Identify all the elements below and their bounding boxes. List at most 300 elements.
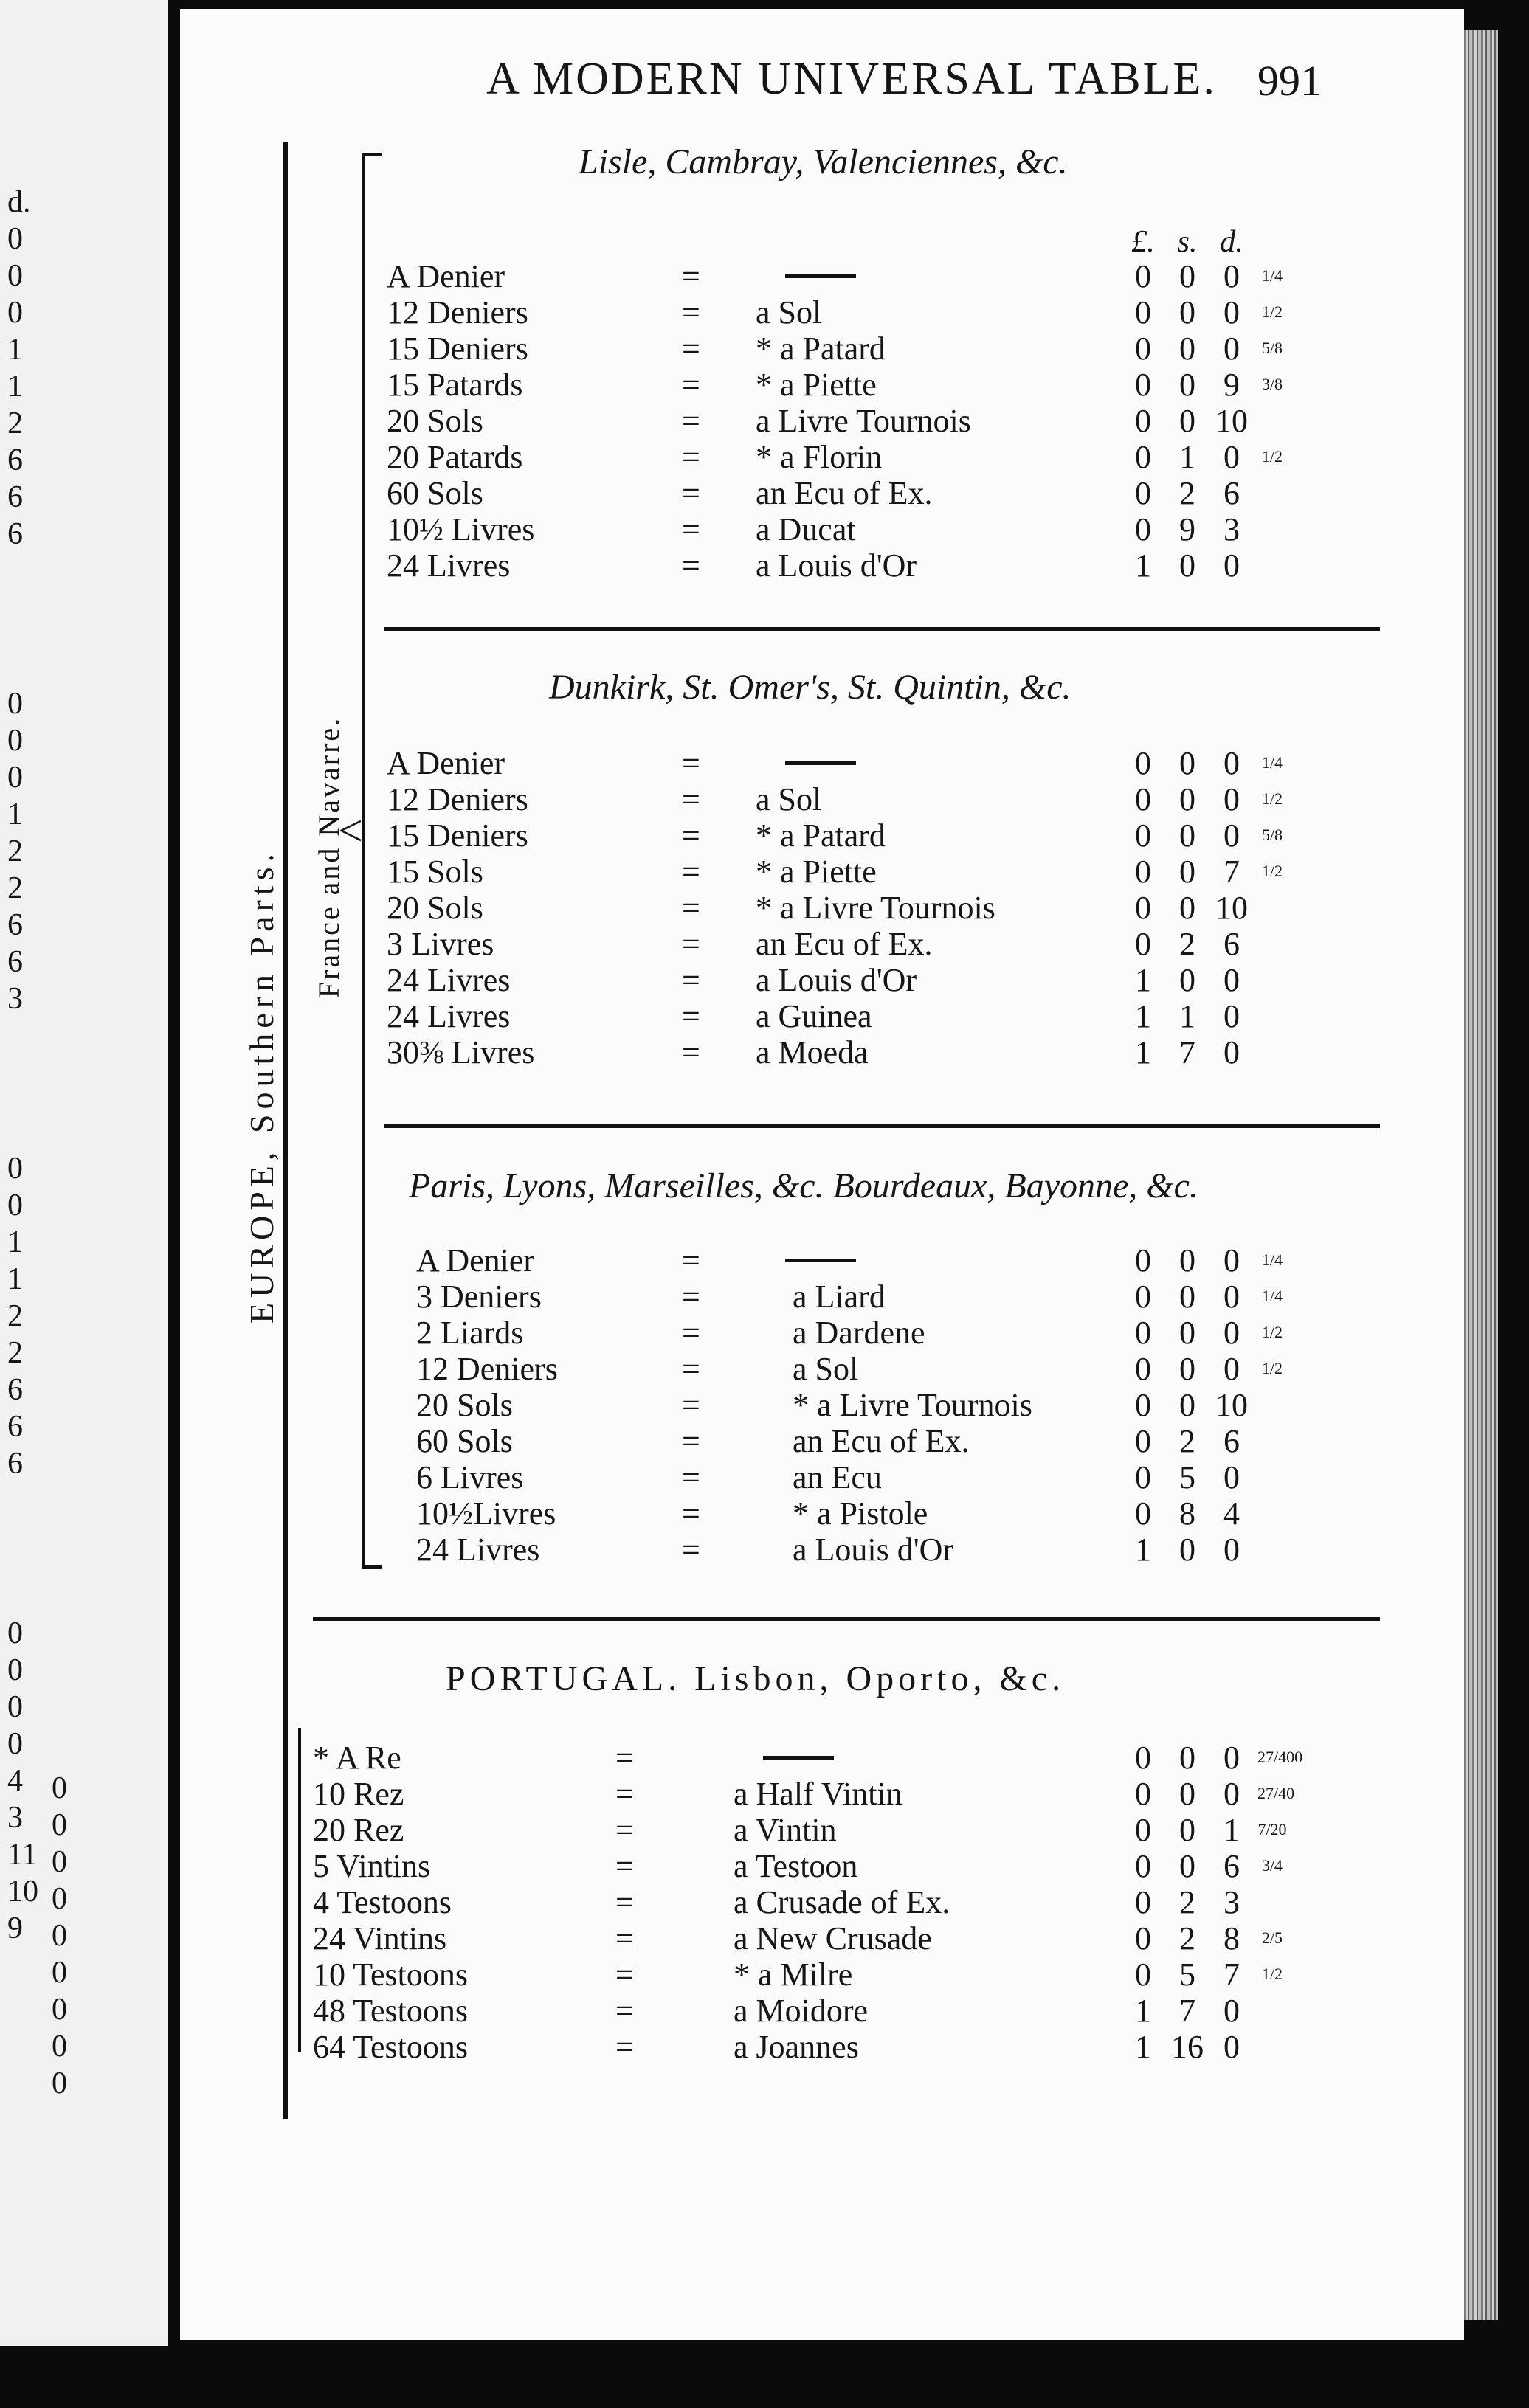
quantity-cell: 24 Livres: [416, 1532, 540, 1568]
pounds-cell: 0: [1135, 781, 1151, 817]
pounds-cell: 0: [1135, 475, 1151, 511]
coin-name-cell: a Ducat: [756, 511, 856, 547]
equals-sign: =: [615, 1920, 634, 1957]
equals-sign: =: [615, 1993, 634, 2029]
coin-name-cell: * a Patard: [756, 331, 886, 367]
quantity-cell: 12 Deniers: [416, 1351, 558, 1387]
pounds-cell: 0: [1135, 854, 1151, 890]
shillings-cell: 0: [1179, 547, 1195, 584]
section-heading: Dunkirk, St. Omer's, St. Quintin, &c.: [549, 668, 1071, 707]
quantity-cell: 3 Livres: [387, 926, 494, 962]
table-row: [180, 1848, 1435, 1885]
pounds-cell: 0: [1135, 403, 1151, 439]
left-page-value: 3: [7, 1801, 23, 1835]
equals-sign: =: [615, 1740, 634, 1776]
side-label-europe: EUROPE, Southern Parts.: [243, 848, 280, 1324]
fraction-cell: 3/8: [1261, 375, 1283, 393]
fraction-cell: 5/8: [1261, 339, 1283, 357]
section-heading: Paris, Lyons, Marseilles, &c. Bourdeaux, Bayonne, &c.: [409, 1166, 1198, 1205]
equals-sign: =: [615, 1812, 634, 1848]
left-page-value: 0: [7, 761, 23, 795]
pence-cell: 0: [1223, 1242, 1240, 1279]
left-page-value: 0: [7, 1727, 23, 1761]
shillings-cell: 2: [1179, 1920, 1195, 1957]
table-row: [180, 1034, 1435, 1071]
pence-cell: 10: [1215, 890, 1248, 926]
coin-name-cell: a Sol: [756, 781, 822, 817]
fraction-cell: 1/2: [1261, 1965, 1283, 1983]
pounds-cell: 0: [1135, 1848, 1151, 1884]
table-row: [180, 926, 1435, 963]
table-row: [180, 439, 1435, 476]
coin-name-cell: * a Livre Tournois: [756, 890, 995, 926]
pence-cell: 0: [1223, 1315, 1240, 1351]
pence-cell: 0: [1223, 781, 1240, 817]
table-row: [180, 998, 1435, 1035]
section-divider: [384, 1124, 1380, 1128]
left-page-value: 6: [7, 908, 23, 942]
pounds-cell: 0: [1135, 890, 1151, 926]
table-row: [180, 1776, 1435, 1813]
pence-header: d.: [1220, 225, 1243, 259]
table-row: [180, 1920, 1435, 1957]
pence-cell: 10: [1215, 1387, 1248, 1423]
left-page-value: 0: [7, 259, 23, 293]
shillings-cell: 16: [1171, 2029, 1204, 2065]
quantity-cell: 24 Livres: [387, 998, 511, 1034]
pounds-cell: 0: [1135, 926, 1151, 962]
empty-value-dash: [763, 1756, 834, 1760]
fraction-cell: 27/400: [1257, 1748, 1303, 1766]
left-page-value: 2: [7, 1299, 23, 1333]
left-page-value: 0: [7, 1653, 23, 1687]
quantity-cell: 24 Livres: [387, 962, 511, 998]
left-page-value: 1: [7, 1262, 23, 1296]
shillings-cell: 0: [1179, 854, 1195, 890]
quantity-cell: 60 Sols: [387, 475, 483, 511]
pounds-cell: 0: [1135, 1459, 1151, 1495]
pence-cell: 0: [1223, 258, 1240, 294]
section-divider: [384, 627, 1380, 631]
pounds-cell: 1: [1135, 962, 1151, 998]
equals-sign: =: [682, 1459, 700, 1495]
quantity-cell: A Denier: [416, 1242, 535, 1279]
fraction-cell: 1/4: [1261, 266, 1283, 285]
coin-name-cell: a Half Vintin: [734, 1776, 902, 1812]
brace-point: <: [338, 806, 363, 855]
coin-name-cell: a New Crusade: [734, 1920, 932, 1957]
shillings-cell: 0: [1179, 403, 1195, 439]
coin-name-cell: a Moeda: [756, 1034, 869, 1070]
left-page-value: 0: [7, 296, 23, 330]
left-page-value: 1: [7, 370, 23, 404]
quantity-cell: 30⅜ Livres: [387, 1034, 535, 1070]
table-row: [180, 2029, 1435, 2066]
quantity-cell: 15 Deniers: [387, 817, 528, 854]
section-heading: Lisle, Cambray, Valenciennes, &c.: [579, 142, 1068, 181]
left-page-value: 0: [52, 1845, 67, 1879]
left-page-value: 10: [7, 1875, 38, 1909]
quantity-cell: 24 Livres: [387, 547, 511, 584]
pence-cell: 0: [1223, 331, 1240, 367]
table-row: [180, 403, 1435, 440]
pounds-cell: 0: [1135, 367, 1151, 403]
equals-sign: =: [682, 817, 700, 854]
pounds-cell: 0: [1135, 1315, 1151, 1351]
fraction-cell: 1/2: [1261, 447, 1283, 466]
pence-cell: 0: [1223, 1993, 1240, 2029]
pence-cell: 0: [1223, 1351, 1240, 1387]
coin-name-cell: * a Livre Tournois: [793, 1387, 1032, 1423]
pence-cell: 0: [1223, 745, 1240, 781]
fraction-cell: 1/2: [1261, 302, 1283, 321]
fraction-cell: 1/4: [1261, 1250, 1283, 1269]
pounds-cell: 0: [1135, 1387, 1151, 1423]
quantity-cell: 64 Testoons: [313, 2029, 469, 2065]
left-page-value: 0: [52, 1993, 67, 2027]
table-row: [180, 1812, 1435, 1849]
fraction-cell: 5/8: [1261, 826, 1283, 844]
quantity-cell: 10½Livres: [416, 1495, 556, 1532]
table-row: [180, 1315, 1435, 1352]
left-page-value: 0: [7, 1690, 23, 1724]
equals-sign: =: [682, 998, 700, 1034]
pence-cell: 8: [1223, 1920, 1240, 1957]
pounds-cell: 0: [1135, 1957, 1151, 1993]
inner-bracket-top: [362, 153, 382, 156]
shillings-cell: 0: [1179, 1848, 1195, 1884]
empty-value-dash: [785, 761, 856, 765]
left-page-value: 6: [7, 1410, 23, 1444]
equals-sign: =: [682, 854, 700, 890]
coin-name-cell: an Ecu of Ex.: [756, 475, 933, 511]
equals-sign: =: [682, 1532, 700, 1568]
left-page-value: 1: [7, 1225, 23, 1259]
coin-name-cell: an Ecu: [793, 1459, 882, 1495]
pence-cell: 0: [1223, 439, 1240, 475]
table-row: [180, 367, 1435, 404]
shillings-cell: 0: [1179, 1279, 1195, 1315]
shillings-cell: 0: [1179, 890, 1195, 926]
equals-sign: =: [682, 962, 700, 998]
equals-sign: =: [682, 1351, 700, 1387]
shillings-cell: 0: [1179, 1812, 1195, 1848]
equals-sign: =: [682, 781, 700, 817]
pence-cell: 7: [1223, 1957, 1240, 1993]
quantity-cell: 48 Testoons: [313, 1993, 469, 2029]
coin-name-cell: a Louis d'Or: [793, 1532, 954, 1568]
left-page-value: 0: [52, 1771, 67, 1805]
pounds-cell: 1: [1135, 1532, 1151, 1568]
shillings-cell: 0: [1179, 1740, 1195, 1776]
table-row: [180, 1532, 1435, 1568]
pounds-cell: 0: [1135, 1242, 1151, 1279]
left-page-value: 0: [7, 1152, 23, 1186]
coin-name-cell: an Ecu of Ex.: [793, 1423, 970, 1459]
pence-cell: 0: [1223, 547, 1240, 584]
shillings-cell: 2: [1179, 926, 1195, 962]
coin-name-cell: a Joannes: [734, 2029, 859, 2065]
pounds-cell: 0: [1135, 1495, 1151, 1532]
equals-sign: =: [682, 1387, 700, 1423]
empty-value-dash: [785, 1259, 856, 1262]
table-row: [180, 781, 1435, 818]
quantity-cell: 20 Patards: [387, 439, 523, 475]
coin-name-cell: a Testoon: [734, 1848, 858, 1884]
shillings-cell: 2: [1179, 1423, 1195, 1459]
pounds-cell: 0: [1135, 1351, 1151, 1387]
pence-cell: 0: [1223, 1740, 1240, 1776]
fraction-cell: 1/2: [1261, 789, 1283, 808]
pounds-cell: 0: [1135, 1740, 1151, 1776]
coin-name-cell: * a Florin: [756, 439, 883, 475]
left-page-value: 0: [7, 1189, 23, 1222]
left-page-value: 2: [7, 834, 23, 868]
pence-cell: 0: [1223, 998, 1240, 1034]
book-page: [180, 9, 1464, 2340]
quantity-cell: 24 Vintins: [313, 1920, 447, 1957]
table-row: [180, 547, 1435, 584]
equals-sign: =: [615, 2029, 634, 2065]
page-number: 991: [1257, 57, 1322, 105]
left-page-value: 1: [7, 798, 23, 831]
pounds-cell: 0: [1135, 1884, 1151, 1920]
quantity-cell: 12 Deniers: [387, 781, 528, 817]
shillings-cell: 7: [1179, 1993, 1195, 2029]
empty-value-dash: [785, 274, 856, 278]
shillings-cell: 7: [1179, 1034, 1195, 1070]
shillings-cell: 0: [1179, 745, 1195, 781]
shillings-cell: 0: [1179, 1387, 1195, 1423]
fraction-cell: 27/40: [1257, 1784, 1295, 1802]
quantity-cell: 5 Vintins: [313, 1848, 431, 1884]
shillings-cell: 0: [1179, 258, 1195, 294]
coin-name-cell: a Vintin: [734, 1812, 837, 1848]
pence-cell: 0: [1223, 1459, 1240, 1495]
shillings-cell: 9: [1179, 511, 1195, 547]
fraction-cell: 1/2: [1261, 1323, 1283, 1341]
pounds-cell: 0: [1135, 817, 1151, 854]
equals-sign: =: [615, 1884, 634, 1920]
equals-sign: =: [682, 258, 700, 294]
quantity-cell: 2 Liards: [416, 1315, 524, 1351]
coin-name-cell: * a Milre: [734, 1957, 853, 1993]
table-row: [180, 1957, 1435, 1993]
quantity-cell: 60 Sols: [416, 1423, 513, 1459]
quantity-cell: 20 Sols: [387, 890, 483, 926]
shillings-cell: 0: [1179, 781, 1195, 817]
table-row: [180, 854, 1435, 890]
shillings-header: s.: [1177, 225, 1198, 259]
quantity-cell: 20 Sols: [387, 403, 483, 439]
shillings-cell: 0: [1179, 817, 1195, 854]
pounds-cell: 0: [1135, 1279, 1151, 1315]
pence-cell: 6: [1223, 475, 1240, 511]
equals-sign: =: [682, 890, 700, 926]
equals-sign: =: [682, 367, 700, 403]
quantity-cell: A Denier: [387, 745, 505, 781]
coin-name-cell: a Livre Tournois: [756, 403, 971, 439]
left-page-value: 2: [7, 871, 23, 905]
quantity-cell: 4 Testoons: [313, 1884, 452, 1920]
pounds-cell: 0: [1135, 1776, 1151, 1812]
pence-cell: 0: [1223, 294, 1240, 331]
left-page-value: 0: [7, 724, 23, 758]
left-page-value: 11: [7, 1838, 38, 1872]
quantity-cell: 10½ Livres: [387, 511, 535, 547]
equals-sign: =: [682, 926, 700, 962]
left-page-value: 6: [7, 517, 23, 551]
shillings-cell: 0: [1179, 294, 1195, 331]
table-row: [180, 475, 1435, 512]
coin-name-cell: * a Pistole: [793, 1495, 928, 1532]
pounds-cell: 0: [1135, 745, 1151, 781]
coin-name-cell: a Sol: [756, 294, 822, 331]
left-page-value: 6: [7, 1447, 23, 1481]
coin-name-cell: * a Piette: [756, 854, 877, 890]
section-divider: [313, 1617, 1380, 1621]
coin-name-cell: * a Piette: [756, 367, 877, 403]
shillings-cell: 1: [1179, 439, 1195, 475]
fraction-cell: 1/4: [1261, 1287, 1283, 1305]
table-row: [180, 1993, 1435, 2030]
pounds-cell: 0: [1135, 1812, 1151, 1848]
table-row: [180, 258, 1435, 295]
left-page-value: 6: [7, 443, 23, 477]
equals-sign: =: [682, 1279, 700, 1315]
pence-cell: 9: [1223, 367, 1240, 403]
pence-cell: 0: [1223, 1532, 1240, 1568]
quantity-cell: 12 Deniers: [387, 294, 528, 331]
left-page-value: 0: [52, 1956, 67, 1990]
left-page-value: 0: [52, 1882, 67, 1916]
pence-cell: 6: [1223, 1423, 1240, 1459]
quantity-cell: A Denier: [387, 258, 505, 294]
equals-sign: =: [682, 1242, 700, 1279]
pounds-cell: 0: [1135, 331, 1151, 367]
table-row: [180, 1423, 1435, 1460]
table-row: [180, 1242, 1435, 1279]
shillings-cell: 2: [1179, 1884, 1195, 1920]
left-page-value: 1: [7, 333, 23, 367]
pounds-cell: 0: [1135, 511, 1151, 547]
fraction-cell: 1/2: [1261, 1359, 1283, 1377]
quantity-cell: * A Re: [313, 1740, 401, 1776]
coin-name-cell: a Moidore: [734, 1993, 869, 2029]
pence-cell: 7: [1223, 854, 1240, 890]
fraction-cell: 2/5: [1261, 1928, 1283, 1947]
coin-name-cell: an Ecu of Ex.: [756, 926, 933, 962]
pounds-cell: 0: [1135, 1423, 1151, 1459]
table-row: [180, 1495, 1435, 1532]
equals-sign: =: [615, 1848, 634, 1884]
pence-cell: 0: [1223, 1776, 1240, 1812]
table-row: [180, 294, 1435, 331]
running-head: A MODERN UNIVERSAL TABLE.: [486, 54, 1217, 104]
pence-cell: 6: [1223, 926, 1240, 962]
left-page-value: 0: [52, 1919, 67, 1953]
left-page-value: 4: [7, 1764, 23, 1798]
coin-name-cell: a Louis d'Or: [756, 547, 917, 584]
quantity-cell: 10 Rez: [313, 1776, 404, 1812]
table-row: [180, 1279, 1435, 1315]
equals-sign: =: [615, 1776, 634, 1812]
table-row: [180, 890, 1435, 927]
shillings-cell: 5: [1179, 1459, 1195, 1495]
pounds-cell: 0: [1135, 294, 1151, 331]
fraction-cell: 7/20: [1257, 1820, 1287, 1838]
left-page-value: 2: [7, 406, 23, 440]
adjacent-left-page: [0, 0, 168, 2346]
shillings-cell: 0: [1179, 367, 1195, 403]
table-row: [180, 962, 1435, 999]
table-row: [180, 511, 1435, 548]
table-row: [180, 745, 1435, 782]
equals-sign: =: [682, 294, 700, 331]
shillings-cell: 0: [1179, 331, 1195, 367]
table-row: [180, 1459, 1435, 1496]
table-row: [180, 1351, 1435, 1388]
pence-cell: 0: [1223, 1279, 1240, 1315]
left-page-value: 0: [52, 1808, 67, 1842]
pounds-cell: 1: [1135, 2029, 1151, 2065]
equals-sign: =: [682, 439, 700, 475]
pence-cell: 6: [1223, 1848, 1240, 1884]
left-page-value: 0: [52, 2066, 67, 2100]
shillings-cell: 0: [1179, 1242, 1195, 1279]
pence-cell: 4: [1223, 1495, 1240, 1532]
left-page-value: 6: [7, 480, 23, 514]
coin-name-cell: a Sol: [793, 1351, 859, 1387]
left-page-value: d.: [7, 185, 31, 219]
left-page-value: 6: [7, 945, 23, 979]
table-row: [180, 331, 1435, 367]
equals-sign: =: [682, 745, 700, 781]
pounds-header: £.: [1131, 225, 1155, 259]
fraction-cell: 1/4: [1261, 753, 1283, 772]
left-page-value: 0: [7, 222, 23, 256]
coin-name-cell: a Louis d'Or: [756, 962, 917, 998]
fraction-cell: 1/2: [1261, 862, 1283, 880]
equals-sign: =: [615, 1957, 634, 1993]
coin-name-cell: a Guinea: [756, 998, 872, 1034]
shillings-cell: 0: [1179, 1776, 1195, 1812]
quantity-cell: 20 Sols: [416, 1387, 513, 1423]
shillings-cell: 5: [1179, 1957, 1195, 1993]
coin-name-cell: * a Patard: [756, 817, 886, 854]
pounds-cell: 0: [1135, 439, 1151, 475]
coin-name-cell: a Dardene: [793, 1315, 925, 1351]
shillings-cell: 1: [1179, 998, 1195, 1034]
pounds-cell: 0: [1135, 258, 1151, 294]
shillings-cell: 0: [1179, 962, 1195, 998]
equals-sign: =: [682, 1034, 700, 1070]
quantity-cell: 15 Sols: [387, 854, 483, 890]
pence-cell: 0: [1223, 962, 1240, 998]
pounds-cell: 1: [1135, 1993, 1151, 2029]
table-row: [180, 817, 1435, 854]
shillings-cell: 8: [1179, 1495, 1195, 1532]
pounds-cell: 1: [1135, 1034, 1151, 1070]
table-row: [180, 1387, 1435, 1424]
left-page-value: 9: [7, 1911, 23, 1945]
quantity-cell: 15 Deniers: [387, 331, 528, 367]
coin-name-cell: a Liard: [793, 1279, 886, 1315]
pence-cell: 3: [1223, 511, 1240, 547]
pounds-cell: 1: [1135, 547, 1151, 584]
left-page-value: 3: [7, 982, 23, 1016]
quantity-cell: 10 Testoons: [313, 1957, 469, 1993]
